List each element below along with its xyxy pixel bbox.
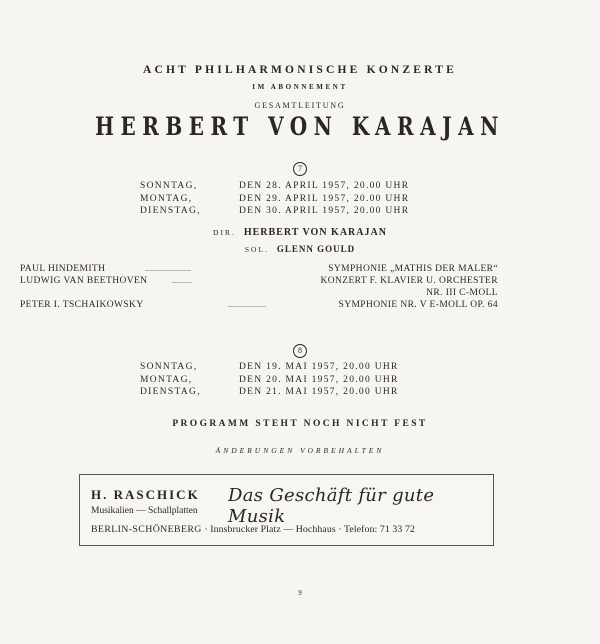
sol-prefix: SOL. — [244, 245, 269, 254]
date-text: DEN 29. APRIL 1957, 20.00 UHR — [239, 193, 410, 204]
program-item — [20, 288, 498, 300]
work-title: SYMPHONIE NR. V E-MOLL OP. 64 — [338, 300, 498, 310]
program-item — [20, 300, 498, 312]
date-day: SONNTAG, — [140, 181, 198, 191]
date-row — [140, 205, 409, 218]
program-note: PROGRAMM STEHT NOCH NICHT FEST — [172, 419, 428, 429]
date-row — [140, 361, 399, 374]
leader-dots: ................... — [228, 300, 266, 309]
program-item — [20, 276, 498, 288]
concert-number-badge: 7 — [293, 162, 307, 176]
date-text: DEN 30. APRIL 1957, 20.00 UHR — [239, 206, 410, 216]
soloist-line — [0, 244, 600, 254]
date-row — [140, 386, 399, 399]
date-text: DEN 28. APRIL 1957, 20.00 UHR — [239, 181, 410, 191]
date-text: DEN 21. MAI 1957, 20.00 UHR — [239, 387, 399, 397]
leader-dots: ....................... — [145, 264, 191, 273]
changes-reserved-note: ÄNDERUNGEN VORBEHALTEN — [215, 446, 385, 455]
direction-label: GESAMTLEITUNG — [254, 101, 346, 110]
work-title: NR. III C-MOLL — [426, 288, 498, 298]
conductor-line — [0, 227, 600, 238]
date-day: SONNTAG, — [140, 362, 198, 372]
ad-city: BERLIN-SCHÖNEBERG — [91, 524, 202, 535]
work-title: KONZERT F. KLAVIER U. ORCHESTER — [320, 276, 498, 286]
subscription-label: IM ABONNEMENT — [252, 83, 348, 91]
date-row — [140, 193, 409, 206]
ad-street-phone: · Innsbrucker Platz — Hochhaus · Telefon: 71 33 72 — [204, 524, 415, 535]
date-row — [140, 180, 409, 193]
program-item — [20, 264, 498, 276]
concert-dates — [140, 180, 409, 218]
ad-slogan: Das Geschäft für gute Musik — [228, 485, 435, 527]
concert-dates — [140, 361, 399, 399]
date-day: MONTAG, — [140, 374, 193, 385]
composer: PETER I. TSCHAIKOWSKY — [20, 300, 144, 310]
leader-dots: .......... — [172, 276, 192, 285]
ad-firm-name: H. RASCHICK — [91, 487, 200, 502]
composer: LUDWIG VAN BEETHOVEN — [20, 276, 148, 286]
date-text: DEN 20. MAI 1957, 20.00 UHR — [239, 374, 399, 385]
concert-number-badge: 8 — [293, 344, 307, 358]
date-day: MONTAG, — [140, 193, 193, 204]
series-title: ACHT PHILHARMONISCHE KONZERTE — [143, 64, 457, 76]
work-title: SYMPHONIE „MATHIS DER MALER“ — [328, 264, 498, 274]
soloist-name: GLENN GOULD — [276, 244, 356, 254]
date-day: DIENSTAG, — [140, 387, 201, 397]
date-day: DIENSTAG, — [140, 206, 201, 216]
conductor-name: HERBERT VON KARAJAN — [243, 227, 387, 238]
ad-goods: Musikalien — Schallplatten — [91, 506, 198, 516]
composer: PAUL HINDEMITH — [20, 264, 106, 274]
date-text: DEN 19. MAI 1957, 20.00 UHR — [239, 362, 399, 372]
conductor-heading: HERBERT VON KARAJAN — [95, 111, 505, 141]
advertisement-box — [79, 474, 494, 546]
dir-prefix: DIR. — [213, 228, 236, 237]
date-row — [140, 374, 399, 387]
ad-address — [91, 524, 415, 535]
page-number: 9 — [298, 589, 302, 597]
